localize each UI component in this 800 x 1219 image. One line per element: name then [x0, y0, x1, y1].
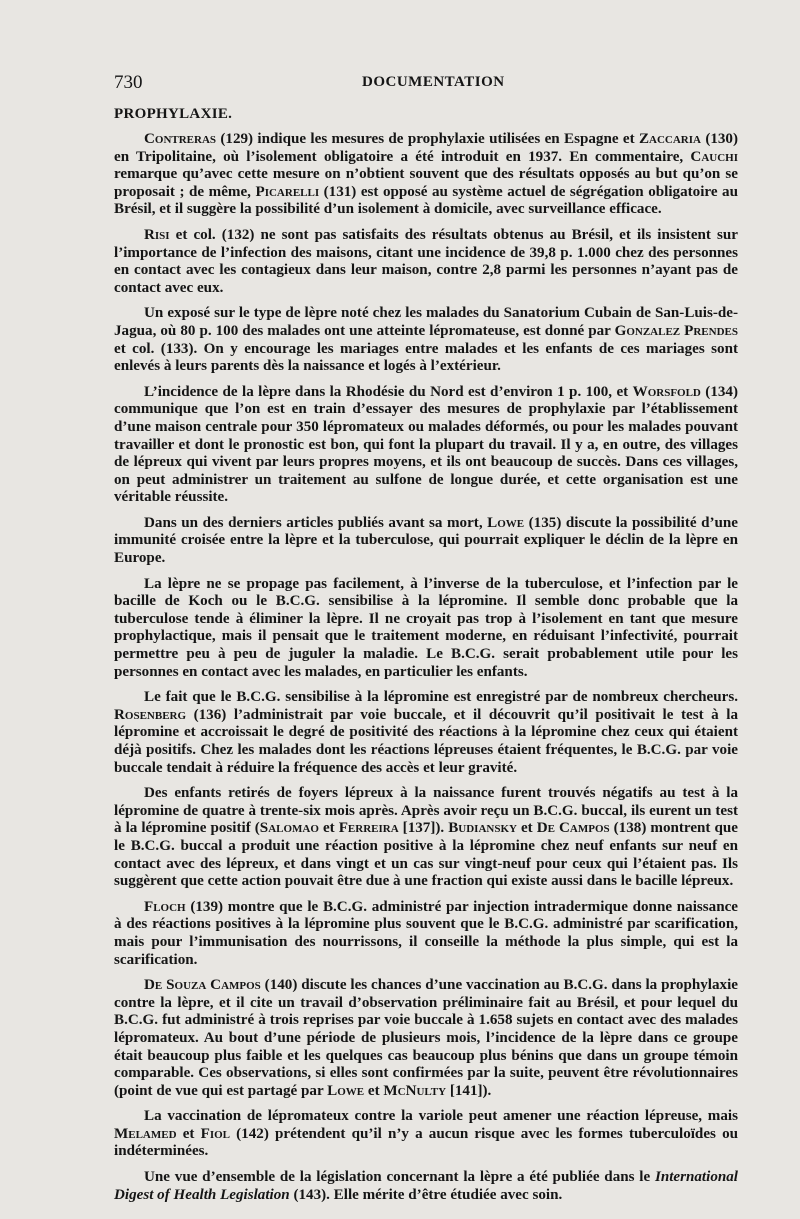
author-name: Worsfold — [632, 383, 701, 400]
author-name: Zaccaria — [638, 131, 701, 147]
author-name: Salomao — [259, 820, 319, 837]
paragraph: Risi et col. (132) ne sont pas satisfaits des résultats obtenus au Brésil, et ils insistent sur l’importance de l’infection des maisons, citant une incidence de 39,8 p. 1.000 chez des personnes en contact avec les contagieux dans leur maison, contre 2,8 parmi les personnes n’ayant pas de contact avec eux. — [114, 226, 738, 296]
page-number: 730 — [114, 72, 143, 93]
author-name: Gonzalez Prendes — [614, 322, 738, 339]
author-name: Contreras — [144, 131, 217, 147]
body-text — [114, 131, 738, 1204]
author-name: Cauchi — [690, 148, 738, 165]
section-heading: PROPHYLAXIE. — [114, 106, 233, 122]
publication-title: International Digest of Health Legislation — [114, 1169, 738, 1203]
paragraph: Une vue d’ensemble de la législation concernant la lèpre a été publiée dans le International Digest of Health Legislation (143). Elle mérite d’être étudiée avec soin. — [114, 1169, 738, 1203]
author-name: De Campos — [536, 820, 610, 837]
author-name: Budiansky — [448, 820, 517, 837]
author-name: Risi — [144, 226, 170, 243]
paragraph: Floch (139) montre que le B.C.G. administré par injection intradermique donne naissance à des réactions positives à la lépromine plus souvent que le B.C.G. administré par scarification, mais pour l’immunisation des nourrissons, il conseille la méthode la plus simple, qui est la scarification. — [114, 898, 738, 968]
author-name: Lowe — [327, 1082, 365, 1099]
author-name: De Souza Campos — [144, 977, 261, 994]
author-name: Fiol — [200, 1125, 230, 1142]
author-name: Melamed — [114, 1125, 177, 1142]
paragraph: Dans un des derniers articles publiés avant sa mort, Lowe (135) discute la possibilité d’une immunité croisée entre la lèpre et la tuberculose, qui pourrait expliquer le déclin de la lèpre en Europe. — [114, 514, 739, 567]
author-name: Floch — [144, 898, 186, 915]
paragraph: De Souza Campos (140) discute les chances d’une vaccination au B.C.G. dans la prophylaxie contre la lèpre, et il cite un travail d’observation préliminaire fait au Brésil, et pour lequel du B.C.G. fut administré à trois reprises par voie buccale à 1.658 sujets en contact avec des malades lépromateux. Au bout d’une période de plusieurs mois, l’incidence de la lèpre dans ce groupe était beaucoup plus faible et les quelques cas beaucoup plus bénins que dans un groupe témoin comparable. Ces observations, si elles sont confirmées par la suite, peuvent être révolutionnaires (point de vue qui est partagé par Lowe et McNulty [141]). — [114, 977, 738, 1099]
paragraph: L’incidence de la lèpre dans la Rhodésie du Nord est d’environ 1 p. 100, et Worsfold (134) communique que l’on est en train d’essayer des mesures de prophylaxie par l’établissement d’une maison centrale pour 350 lépromateux ou malades déformés, ou pour les malades pouvant travailler et dont le pronostic est bon, qui font la plupart du travail. Il y a, en outre, des villages de lépreux qui vivent par leurs propres moyens, et ils ont beaucoup de succès. Dans ces villages, on peut administrer un traitement au sulfone de longue durée, et cette organisation est une véritable réussite. — [114, 383, 738, 506]
paragraph: Contreras (129) indique les mesures de prophylaxie utilisées en Espagne et Zaccaria (130) en Tripolitaine, où l’isolement obligatoire a été introduit en 1937. En commentaire, Cauchi remarque qu’avec cette mesure on n’obtient souvent que des résultats opposés au but qu’on se proposait ; de même, Picarelli (131) est opposé au système actuel de ségrégation obligatoire au Brésil, et il suggère la possibilité d’un isolement à domicile, avec surveillance efficace. — [114, 131, 739, 218]
paragraph: Le fait que le B.C.G. sensibilise à la lépromine est enregistré par de nombreux chercheurs. Rosenberg (136) l’administrait par voie buccale, et il découvrit qu’il positivait le test à la lépromine et accroissait le degré de positivité des réactions à la lépromine chez ceux qui étaient déjà positifs. Chez les malades dont les réactions lépreuses étaient fréquentes, le B.C.G. par voie buccale tendait à réduire la fréquence des accès et leur gravité. — [114, 689, 738, 776]
running-title: DOCUMENTATION — [362, 74, 505, 90]
paragraph: La lèpre ne se propage pas facilement, à l’inverse de la tuberculose, et l’infection par le bacille de Koch ou le B.C.G. sensibilise à la lépromine. Il semble donc probable que la tuberculose tende à éliminer la lèpre. Il ne croyait pas trop à l’isolement en tant que mesure prophylactique, mais il pensait que le traitement moderne, en réduisant l’infectivité, pourrait permettre peu à peu de juguler la maladie. Le B.C.G. serait probablement utile pour les personnes en contact avec les malades, en particulier les enfants. — [114, 575, 738, 680]
author-name: McNulty — [383, 1082, 447, 1099]
paragraph: La vaccination de lépromateux contre la variole peut amener une réaction lépreuse, mais Melamed et Fiol (142) prétendent qu’il n’y a aucun risque avec les formes tuberculoïdes ou indéterminées. — [114, 1108, 739, 1160]
paragraph: Un exposé sur le type de lèpre noté chez les malades du Sanatorium Cubain de San-Luis-de-Jagua, où 80 p. 100 des malades ont une atteinte lépromateuse, est donné par Gonzalez Prendes et col. (133). On y encourage les mariages entre malades et les enfants de ces mariages sont enlevés à leurs parents dès la naissance et logés à l’extérieur. — [114, 305, 738, 375]
author-name: Rosenberg — [114, 706, 187, 723]
paragraph: Des enfants retirés de foyers lépreux à la naissance furent trouvés négatifs au test à la lépromine de quatre à trente-six mois après. Après avoir reçu un B.C.G. buccal, ils eurent un test à la lépromine positif (Salomao et Ferreira [137]). Budiansky et De Campos (138) montrent que le B.C.G. buccal a produit une réaction positive à la lépromine chez neuf enfants sur neuf en contact avec des lépreux, et dans vingt et un cas sur vingt-neuf pour ceux qui l’étaient pas. Ils suggèrent que cette action pouvait être due à une fraction qui existe aussi dans le bacille lépreux. — [114, 785, 738, 890]
running-header — [114, 70, 738, 100]
author-name: Ferreira — [338, 820, 399, 837]
author-name: Lowe — [487, 514, 525, 531]
author-name: Picarelli — [255, 183, 320, 200]
